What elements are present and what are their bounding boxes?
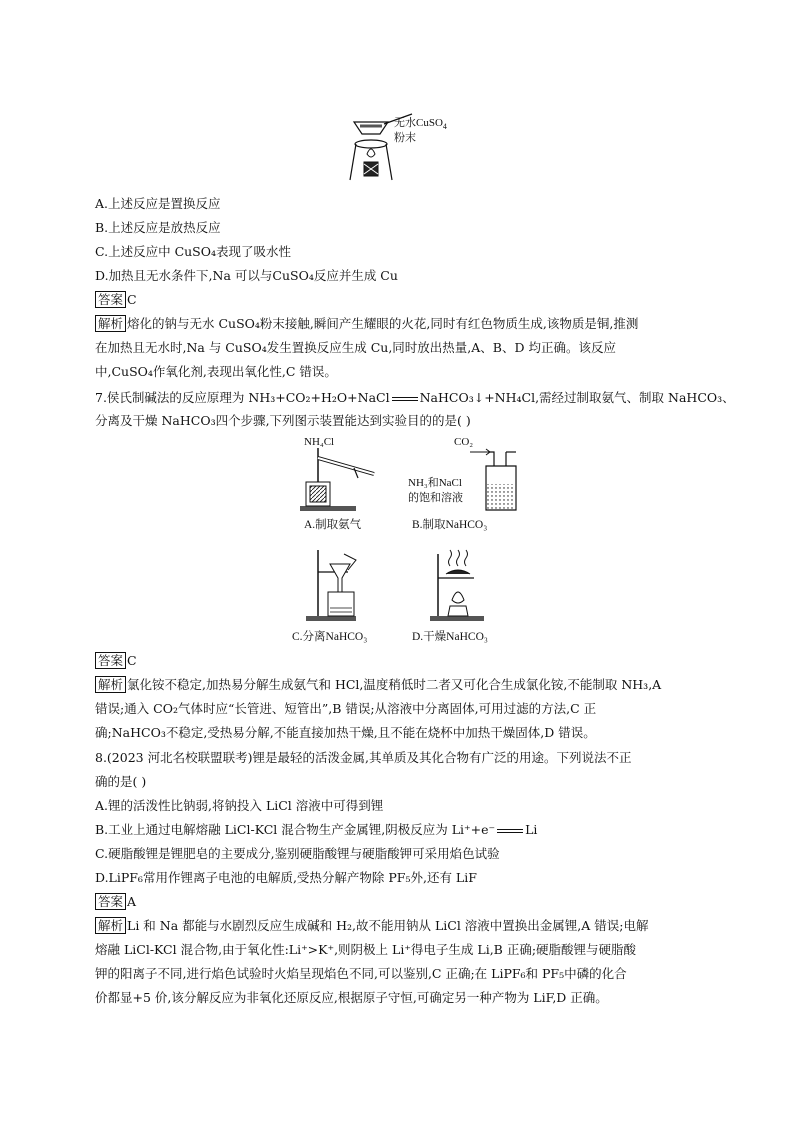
q8-answer [95,894,136,910]
figure-a-ammonia-apparatus [296,446,386,512]
answer-value: C [127,653,137,668]
q6-option-d: D.加热且无水条件下,Na 可以与CuSO₄反应并生成 Cu [95,268,398,283]
q6-analysis-line-2: 在加热且无水时,Na 与 CuSO₄发生置换反应生成 Cu,同时放出热量,A、B、D 均正确。该反应 [95,340,616,355]
q7-answer [95,653,137,669]
q7-stem-line-2: 分离及干燥 NaHCO₃四个步骤,下列图示装置能达到实验目的的是( ) [95,413,471,428]
q8-option-b: B.工业上通过电解熔融 LiCl-KCl 混合物生产金属锂,阴极反应为 Li⁺+e⁻ Li [95,822,538,837]
q8-analysis-line-3: 钾的阳离子不同,进行焰色试验时火焰呈现焰色不同,可以鉴别,C 正确;在 LiPF₆和 PF₅中磷的化合 [95,966,627,981]
figure-d-caption: D.干燥NaHCO₃ [412,631,488,643]
figure-label-powder: 粉末 [394,132,416,144]
q8-analysis-line-2: 熔融 LiCl-KCl 混合物,由于氧化性:Li⁺>K⁺,则阴极上 Li⁺得电子生成 Li,B 正确;硬脂酸锂与硬脂酸 [95,942,637,957]
figure-b-side-label-2: 的饱和溶液 [408,492,463,504]
q7-analysis-line-3: 确;NaHCO₃不稳定,受热易分解,不能直接加热干燥,且不能在烧杯中加热干燥固体,D 错误。 [95,725,596,740]
q6-answer [95,292,137,308]
q7-analysis-line-1: 解析 氯化铵不稳定,加热易分解生成氨气和 HCl,温度稍低时二者又可化合生成氯化铵,不能制取 NH₃,A [95,677,661,693]
q8-analysis-line-4: 价都显+5 价,该分解反应为非氧化还原反应,根据原子守恒,可确定另一种产物为 LiF,D 正确。 [95,990,608,1005]
equals-sign-icon [497,829,523,833]
q6-option-a: A.上述反应是置换反应 [95,196,221,211]
q8-stem-line-2: 确的是( ) [95,774,147,789]
q7-analysis-line-2: 错误;通入 CO₂气体时应“长管进、短管出”,B 错误;从溶液中分离固体,可用过滤的方法,C 正 [95,701,597,716]
q6-analysis-line-3: 中,CuSO₄作氧化剂,表现出氧化性,C 错误。 [95,364,337,379]
figure-b-top-label: CO₂ [454,436,474,448]
q7-stem-line-1: 7.侯氏制碱法的反应原理为 NH₃+CO₂+H₂O+NaCl NaHCO₃↓+NH₄Cl,需经过制取氨气、制取 NaHCO₃、 [95,390,735,405]
figure-b-gas-bottle-apparatus [470,446,530,512]
figure-d-drying-apparatus [428,548,488,622]
q8-option-c: C.硬脂酸锂是锂肥皂的主要成分,鉴别硬脂酸锂与硬脂酸钾可采用焰色试验 [95,846,500,861]
figure-a-caption: A.制取氨气 [304,519,362,531]
q8-option-d: D.LiPF₆常用作锂离子电池的电解质,受热分解产物除 PF₅外,还有 LiF [95,870,477,885]
answer-tag: 答案 [95,893,126,910]
analysis-tag: 解析 [95,917,126,934]
figure-a-top-label: NH₄Cl [304,436,335,448]
answer-value: C [127,292,137,307]
q6-option-c: C.上述反应中 CuSO₄表现了吸水性 [95,244,292,259]
analysis-tag: 解析 [95,315,126,332]
q6-analysis-line-1: 解析 熔化的钠与无水 CuSO₄粉末接触,瞬间产生耀眼的火花,同时有红色物质生成,该物质是铜,推测 [95,316,638,332]
figure-c-caption: C.分离NaHCO₃ [292,631,368,643]
answer-tag: 答案 [95,291,126,308]
q8-stem-line-1: 8.(2023 河北名校联盟联考)锂是最轻的活泼金属,其单质及其化合物有广泛的用途。下列说法不正 [95,750,632,765]
q8-analysis-line-1: 解析 Li 和 Na 都能与水剧烈反应生成碱和 H₂,故不能用钠从 LiCl 溶液中置换出金属锂,A 错误;电解 [95,918,648,934]
equals-sign-icon [392,397,418,401]
figure-label-anhydrous-cuso4: 无水CuSO$_4$ [394,117,447,132]
answer-value: A [127,894,137,909]
figure-b-caption: B.制取NaHCO₃ [412,519,488,531]
figure-c-filtration-apparatus [300,548,370,622]
answer-tag: 答案 [95,652,126,669]
q8-option-a: A.锂的活泼性比钠弱,将钠投入 LiCl 溶液中可得到锂 [95,798,384,813]
analysis-tag: 解析 [95,676,126,693]
q6-option-b: B.上述反应是放热反应 [95,220,221,235]
figure-b-side-label-1: NH₃和NaCl [408,477,462,489]
